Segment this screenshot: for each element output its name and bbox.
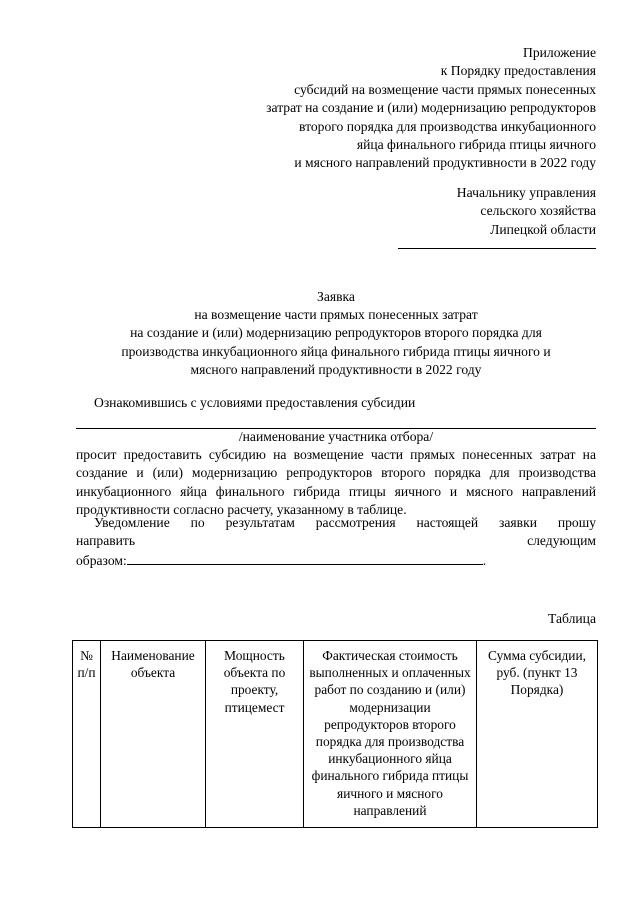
- notice-word-left: направить: [76, 533, 136, 549]
- addressee-signature-line: [398, 248, 596, 249]
- header-actual-cost: Фактическая стоимость выполненных и оплаченных работ по созданию и (или) модернизации репродукторов второго порядка для производства инкубационного яйца финального гибрида птицы яичного и мясного направлений: [304, 641, 477, 828]
- intro-text: Ознакомившись с условиями предоставления субсидии: [94, 395, 416, 410]
- notice-line-3: [76, 551, 596, 570]
- header-subsidy-amount: Сумма субсидии, руб. (пункт 13 Порядка): [477, 641, 598, 828]
- table-caption: Таблица: [548, 611, 596, 626]
- document-title: [60, 288, 612, 379]
- appendix-line: субсидий на возмещение части прямых понесенных: [294, 81, 596, 97]
- notice-word-right: следующим: [527, 533, 596, 549]
- addressee-line: сельского хозяйства: [480, 203, 596, 219]
- header-number: № п/п: [73, 641, 101, 828]
- title-line: на создание и (или) модернизацию репродукторов второго порядка для: [130, 325, 542, 341]
- notice-method-field[interactable]: [127, 551, 483, 565]
- header-object-name: Наименование объекта: [101, 641, 206, 828]
- appendix-header: [266, 44, 596, 173]
- appendix-line: Приложение: [523, 45, 596, 60]
- notice-line-2: [76, 532, 596, 550]
- appendix-line: второго порядка для производства инкубационного: [299, 118, 596, 134]
- title-line: производства инкубационного яйца финального гибрида птицы яичного и: [121, 343, 551, 359]
- notice-paragraph: [76, 514, 596, 570]
- participant-caption: /наименование участника отбора/: [238, 429, 434, 444]
- addressee-line: Начальнику управления: [456, 185, 596, 200]
- title-heading: Заявка: [317, 289, 355, 304]
- appendix-line: затрат на создание и (или) модернизацию репродукторов: [266, 100, 596, 116]
- title-line: на возмещение части прямых понесенных затрат: [194, 307, 478, 323]
- appendix-line: и мясного направлений продуктивности в 2022 году: [294, 155, 596, 171]
- notice-line-1: Уведомление по результатам рассмотрения настоящей заявки прошу: [94, 515, 596, 530]
- appendix-line: к Порядку предоставления: [440, 63, 596, 79]
- table-header-row: [73, 641, 598, 828]
- title-line: мясного направлений продуктивности в 2022 году: [190, 361, 482, 377]
- addressee-block: [457, 184, 596, 239]
- subsidy-table: [72, 640, 598, 828]
- notice-end-dot: .: [482, 552, 487, 568]
- request-paragraph: просит предоставить субсидию на возмещение части прямых понесенных затрат на создание и (или) модернизацию репродукторов второго порядка для производства инкубационного яйца финального гибрида птицы яичного и мясного направлений продуктивности согласно расчету, указанному в таблице.: [76, 447, 596, 518]
- appendix-line: яйца финального гибрида птицы яичного: [356, 137, 596, 153]
- notice-end-word: образом:: [76, 552, 127, 568]
- header-capacity: Мощность объекта по проекту, птицемест: [206, 641, 304, 828]
- addressee-line: Липецкой области: [490, 221, 596, 237]
